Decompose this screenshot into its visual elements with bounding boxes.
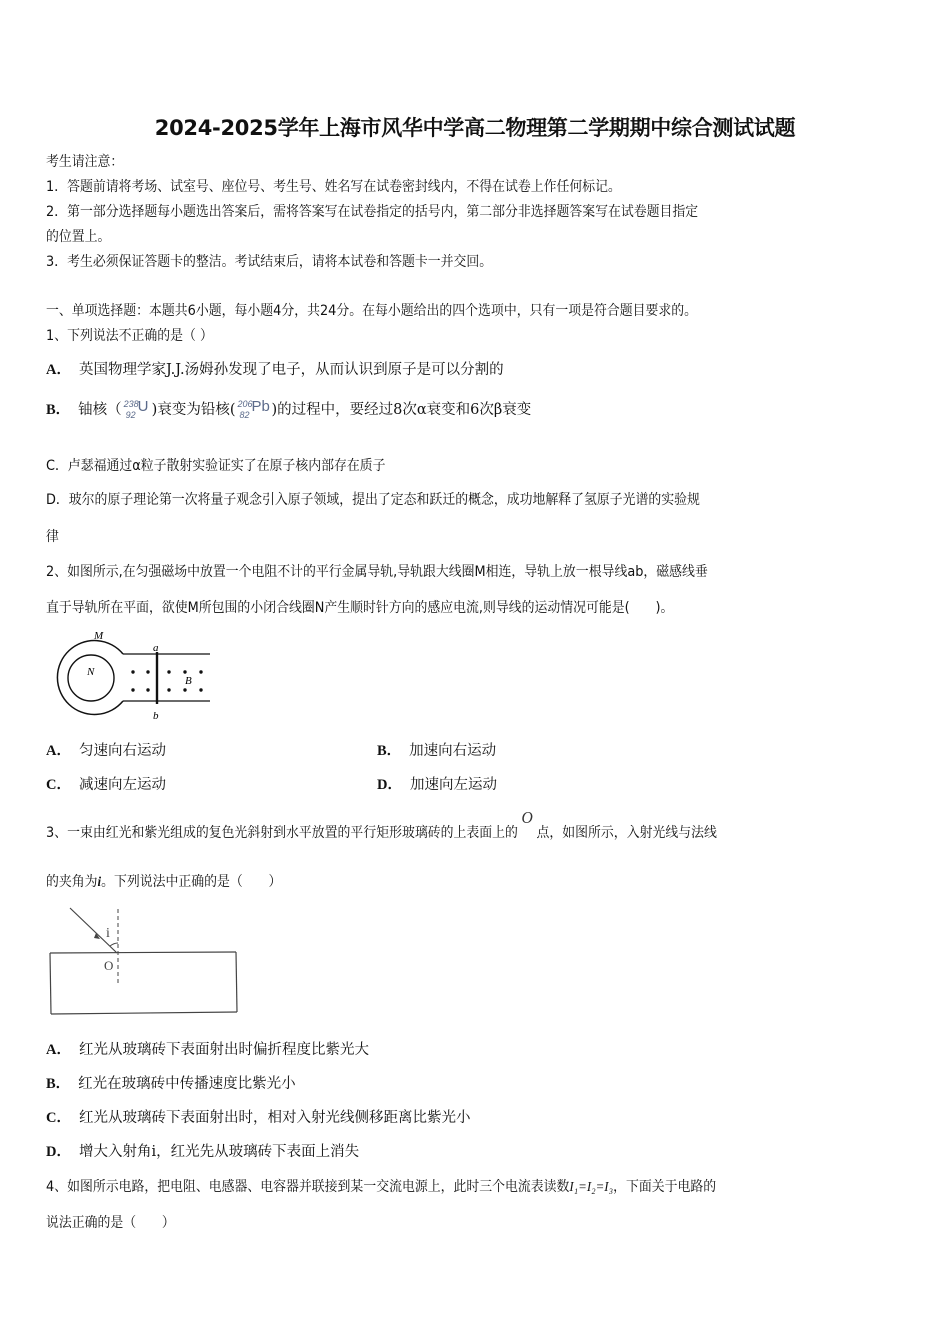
q3-option-a <box>46 1040 369 1060</box>
option-text: 英国物理学家J.J.汤姆孙发现了电子，从而认识到原子是可以分割的 <box>78 362 504 378</box>
option-text: )的过程中，要经过8次α衰变和6次β衰变 <box>271 402 532 418</box>
option-text: )衰变为铅核( <box>151 402 236 418</box>
q3-option-d <box>46 1142 359 1162</box>
q1-option-d-cont: 律 <box>46 529 59 545</box>
option-text: 增大入射角ⅰ，红光先从玻璃砖下表面上消失 <box>78 1144 360 1160</box>
lead-isotope <box>236 400 272 420</box>
option-label: A． <box>46 743 71 759</box>
notice-item-2: 2．第一部分选择题每小题选出答案后，需将答案写在试卷指定的括号内，第二部分非选择题答案写在试卷题目指定 <box>46 204 699 220</box>
option-text: 减速向左运动 <box>78 777 166 793</box>
q2-stem-line1: 2、如图所示,在匀强磁场中放置一个电阻不计的平行金属导轨,导轨跟大线圈M相连，导轨上放一根导线ab，磁感线垂 <box>46 564 708 580</box>
option-label: D． <box>46 1144 71 1160</box>
option-text: 红光从玻璃砖下表面射出时偏折程度比紫光大 <box>78 1042 369 1058</box>
option-text: 红光从玻璃砖下表面射出时，相对入射光线侧移距离比紫光小 <box>78 1110 471 1126</box>
stem-text: 的夹角为 <box>46 874 98 890</box>
q2-option-c <box>46 775 166 795</box>
option-label: B． <box>46 402 71 418</box>
label-N: N <box>87 666 95 678</box>
q1-option-d <box>46 490 700 510</box>
option-text: 加速向左运动 <box>409 777 497 793</box>
q2-option-b <box>377 741 496 761</box>
option-label: C． <box>46 458 68 474</box>
atomic-number: 92 <box>125 410 136 420</box>
q2-option-a <box>46 741 166 761</box>
label-a: a <box>153 642 159 654</box>
q3-stem-line1 <box>46 808 717 843</box>
notice-heading: 考生请注意： <box>46 154 124 170</box>
mass-number: 206 <box>237 399 253 409</box>
option-text: 红光在玻璃砖中传播速度比紫光小 <box>78 1076 296 1092</box>
label-i: i <box>106 926 110 941</box>
option-label: B． <box>377 743 402 759</box>
exam-title: 2024-2025学年上海市风华中学高二物理第二学期期中综合测试试题 <box>154 116 796 140</box>
q1-stem: 1、下列说法不正确的是（ ） <box>46 328 213 344</box>
option-text: 铀核（ <box>78 402 122 418</box>
element-symbol: U <box>137 398 149 415</box>
point-o: O <box>521 808 533 827</box>
notice-item-1: 1．答题前请将考场、试室号、座位号、考生号、姓名写在试卷密封线内，不得在试卷上作任何标记。 <box>46 179 621 195</box>
q1-option-b <box>46 400 531 420</box>
option-label: D． <box>377 777 402 793</box>
q3-option-b <box>46 1074 296 1094</box>
q3-option-c <box>46 1108 470 1128</box>
current-formula: I₁=I₂=I₃ <box>569 1180 614 1195</box>
option-label: A． <box>46 1042 71 1058</box>
option-label: A． <box>46 362 71 378</box>
q3-glass-brick-figure <box>44 903 244 1021</box>
q4-stem-line2: 说法正确的是（ ） <box>46 1215 175 1231</box>
uranium-isotope <box>122 400 152 420</box>
option-label: C． <box>46 1110 71 1126</box>
q1-option-c <box>46 456 385 476</box>
q2-option-d <box>377 775 497 795</box>
option-label: B． <box>46 1076 71 1092</box>
label-B: B <box>185 675 192 687</box>
stem-text: 4、如图所示电路，把电阻、电感器、电容器并联接到某一交流电源上，此时三个电流表读数 <box>46 1179 570 1195</box>
element-symbol: Pb <box>251 398 270 415</box>
notice-item-2-cont: 的位置上。 <box>46 229 111 245</box>
label-b: b <box>153 710 159 722</box>
section-heading: 一、单项选择题：本题共6小题，每小题4分，共24分。在每小题给出的四个选项中，只有一项是符合题目要求的。 <box>46 303 698 319</box>
atomic-number: 82 <box>239 410 250 420</box>
stem-text: 3、一束由红光和紫光组成的复色光斜射到水平放置的平行矩形玻璃砖的上表面上的 <box>46 825 518 841</box>
q2-stem-line2: 直于导轨所在平面，欲使M所包围的小闭合线圈N产生顺时针方向的感应电流,则导线的运动情况可能是( )。 <box>46 600 674 616</box>
q4-stem-line1 <box>46 1177 716 1198</box>
option-text: 加速向右运动 <box>409 743 497 759</box>
label-M: M <box>94 630 104 642</box>
angle-i: i <box>97 875 102 890</box>
mass-number: 238 <box>123 399 139 409</box>
option-text: 玻尔的原子理论第一次将量子观念引入原子领域，提出了定态和跃迁的概念，成功地解释了氢原子光谱的实验规 <box>68 492 700 508</box>
stem-text: 点，如图所示，入射光线与法线 <box>536 825 717 841</box>
stem-text: 。下列说法中正确的是（ ） <box>101 874 282 890</box>
q2-circuit-figure <box>44 627 214 723</box>
q1-option-a <box>46 360 504 380</box>
stem-text: ，下面关于电路的 <box>613 1179 717 1195</box>
notice-item-3: 3．考生必须保证答题卡的整洁。考试结束后，请将本试卷和答题卡一并交回。 <box>46 254 493 270</box>
option-text: 匀速向右运动 <box>78 743 166 759</box>
option-label: D． <box>46 492 69 508</box>
q3-stem-line2 <box>46 872 281 893</box>
option-label: C． <box>46 777 71 793</box>
option-text: 卢瑟福通过α粒子散射实验证实了在原子核内部存在质子 <box>67 458 386 474</box>
label-O: O <box>104 958 114 973</box>
